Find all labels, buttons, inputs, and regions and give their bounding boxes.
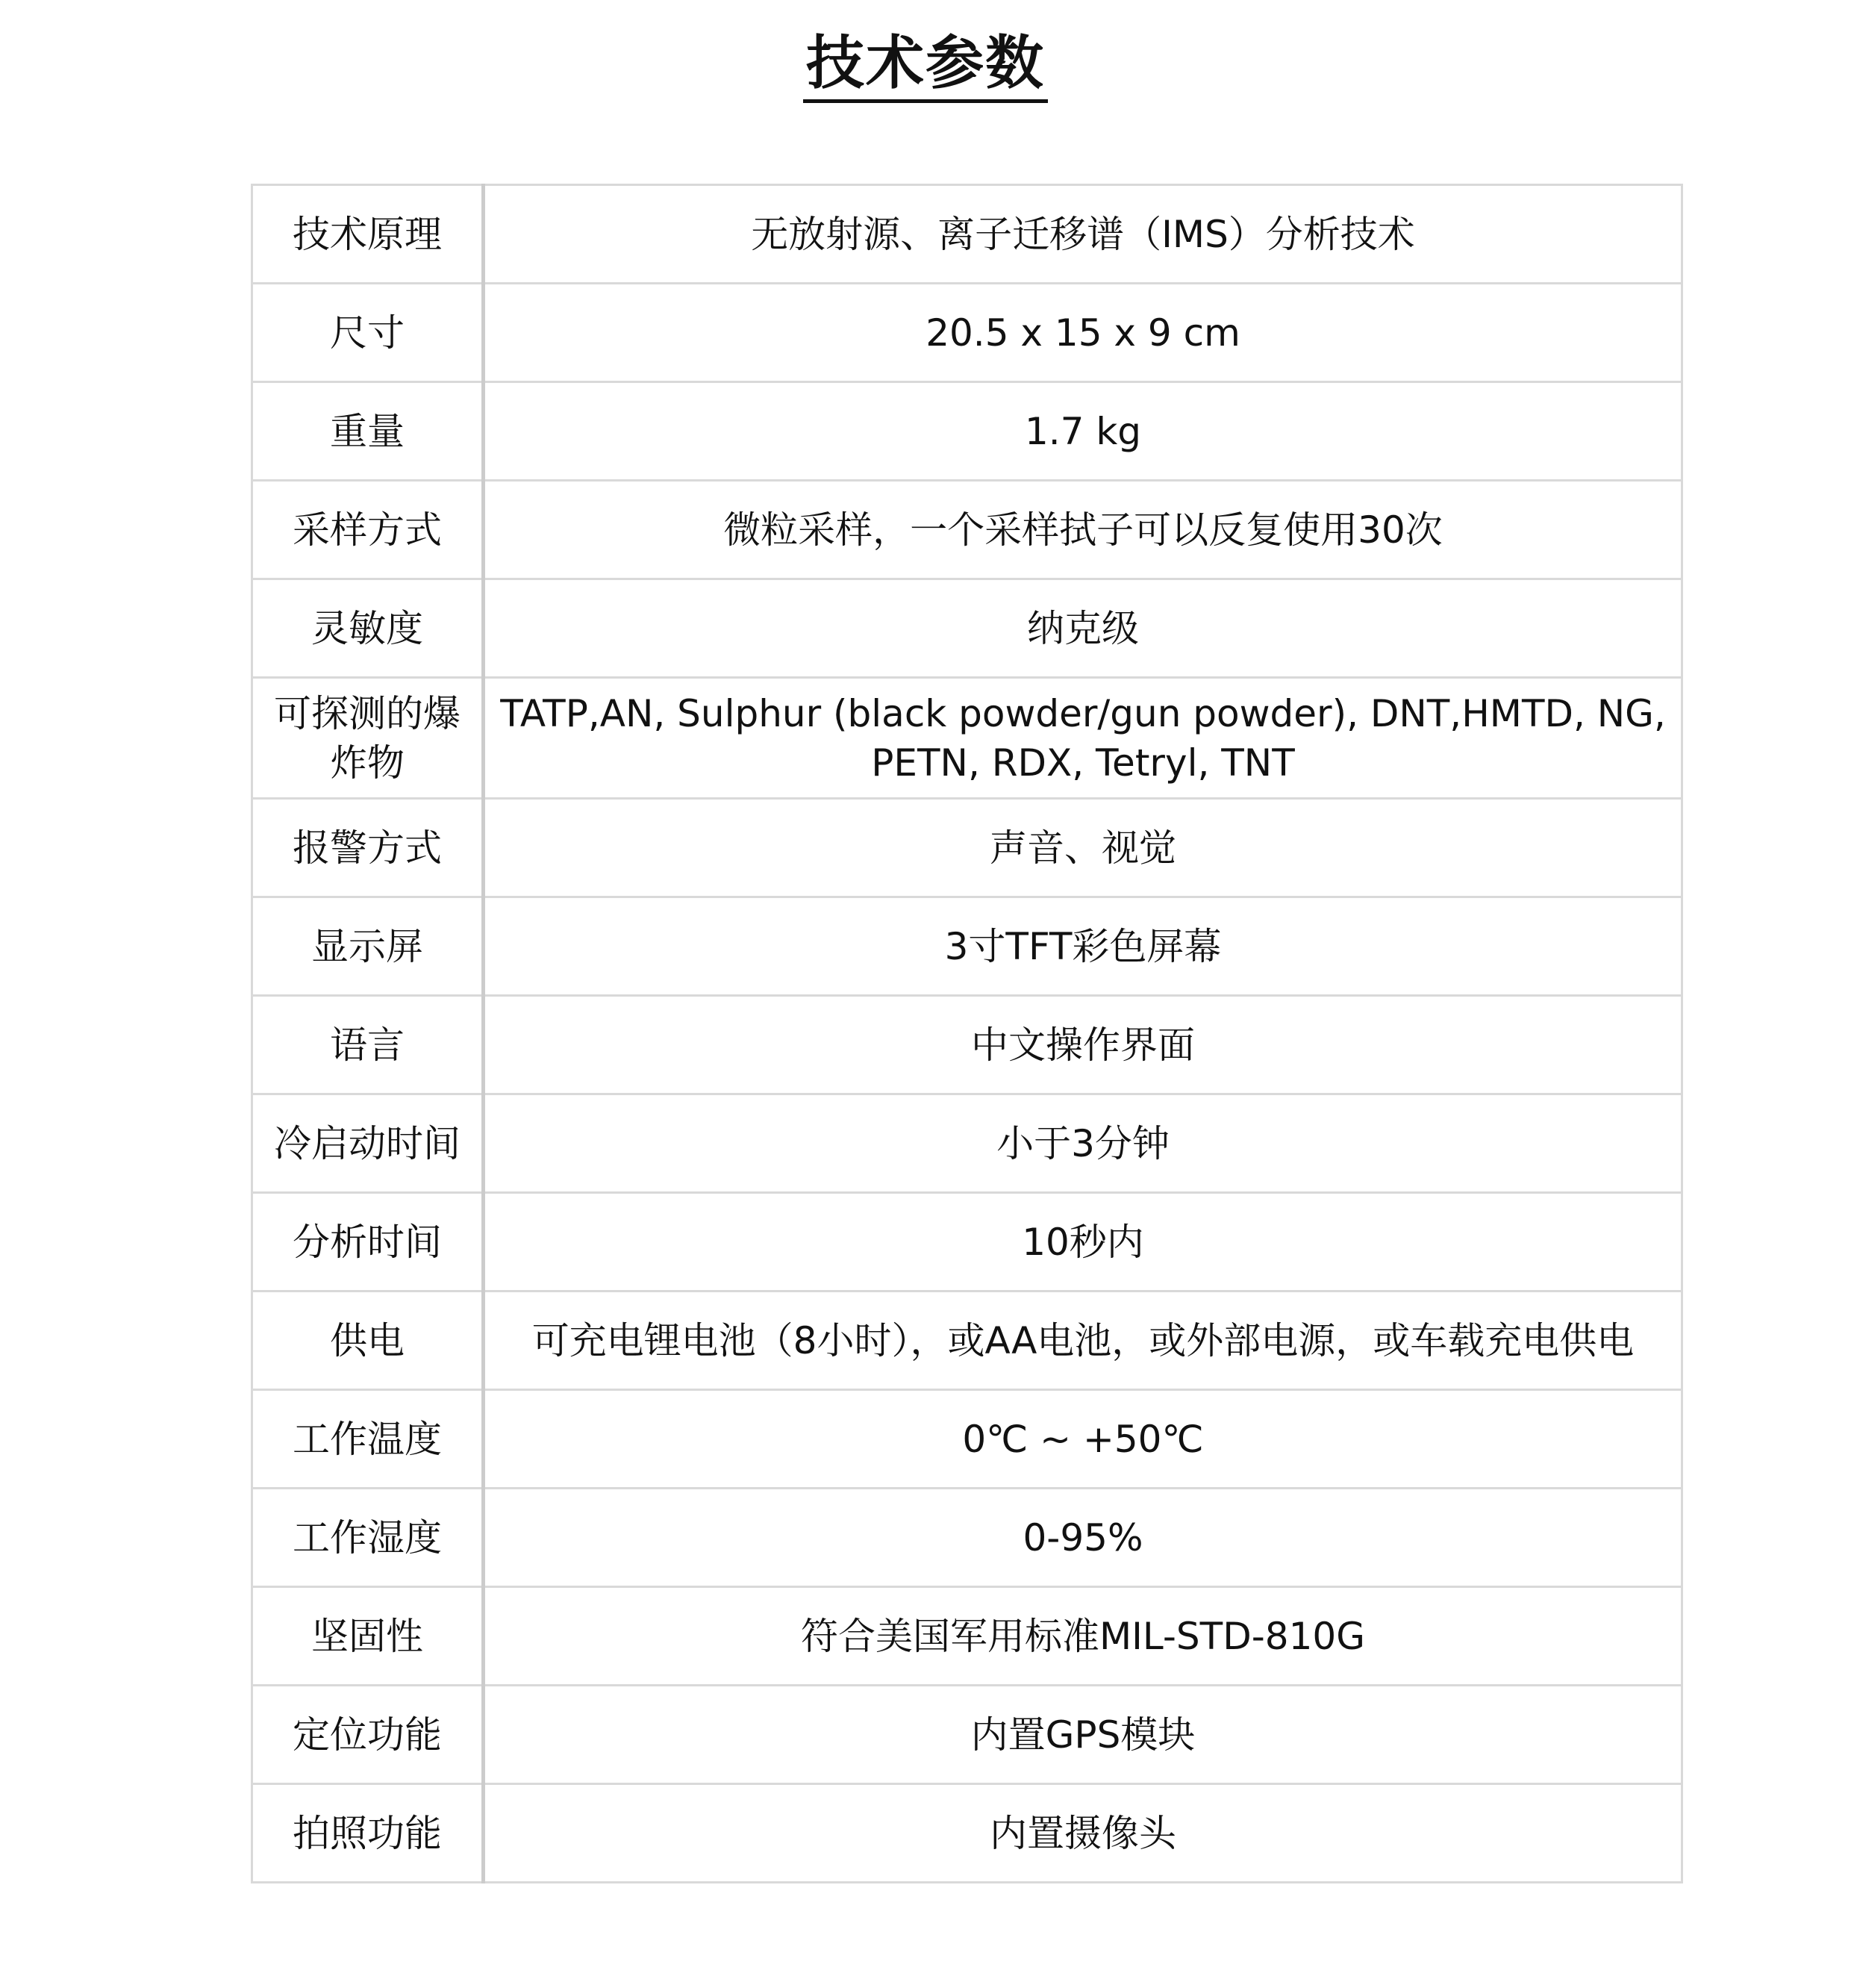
row-label: 技术原理 (252, 185, 484, 284)
table-row (252, 1291, 1682, 1390)
row-value: 20.5 x 15 x 9 cm (484, 284, 1682, 382)
row-value: 1.7 kg (484, 382, 1682, 481)
table-row (252, 481, 1682, 579)
table-row (252, 284, 1682, 382)
row-label: 采样方式 (252, 481, 484, 579)
table-row (252, 1094, 1682, 1193)
row-value: TATP,AN, Sulphur (black powder/gun powder), DNT,HMTD, NG, PETN, RDX, Tetryl, TNT (484, 678, 1682, 799)
row-value: 小于3分钟 (484, 1094, 1682, 1193)
table-row (252, 897, 1682, 996)
row-label: 显示屏 (252, 897, 484, 996)
row-label: 语言 (252, 996, 484, 1094)
row-label: 坚固性 (252, 1587, 484, 1686)
table-row (252, 382, 1682, 481)
row-value: 10秒内 (484, 1193, 1682, 1291)
row-label: 可探测的爆炸物 (252, 678, 484, 799)
table-row (252, 1686, 1682, 1784)
table-row (252, 579, 1682, 678)
table-row (252, 996, 1682, 1094)
row-value: 微粒采样，一个采样拭子可以反复使用30次 (484, 481, 1682, 579)
row-label: 灵敏度 (252, 579, 484, 678)
table-row (252, 1784, 1682, 1883)
row-value: 符合美国军用标准MIL-STD-810G (484, 1587, 1682, 1686)
row-label: 尺寸 (252, 284, 484, 382)
row-label: 定位功能 (252, 1686, 484, 1784)
row-value: 无放射源、离子迁移谱（IMS）分析技术 (484, 185, 1682, 284)
row-value: 内置GPS模块 (484, 1686, 1682, 1784)
table-row (252, 1193, 1682, 1291)
row-value: 0℃ ~ +50℃ (484, 1390, 1682, 1489)
table-row (252, 799, 1682, 897)
row-label: 工作湿度 (252, 1489, 484, 1587)
row-label: 冷启动时间 (252, 1094, 484, 1193)
row-value: 中文操作界面 (484, 996, 1682, 1094)
table-row (252, 1489, 1682, 1587)
table-row (252, 1587, 1682, 1686)
page-title-text: 技术参数 (803, 28, 1048, 103)
row-value: 内置摄像头 (484, 1784, 1682, 1883)
row-label: 分析时间 (252, 1193, 484, 1291)
row-value: 0-95% (484, 1489, 1682, 1587)
row-value: 纳克级 (484, 579, 1682, 678)
row-value: 可充电锂电池（8小时），或AA电池，或外部电源，或车载充电供电 (484, 1291, 1682, 1390)
row-label: 供电 (252, 1291, 484, 1390)
row-label: 工作温度 (252, 1390, 484, 1489)
row-label: 拍照功能 (252, 1784, 484, 1883)
row-value: 3寸TFT彩色屏幕 (484, 897, 1682, 996)
row-value: 声音、视觉 (484, 799, 1682, 897)
table-row (252, 678, 1682, 799)
row-label: 报警方式 (252, 799, 484, 897)
spec-table (251, 184, 1683, 1883)
page-title (0, 22, 1851, 105)
table-row (252, 1390, 1682, 1489)
table-row (252, 185, 1682, 284)
row-label: 重量 (252, 382, 484, 481)
